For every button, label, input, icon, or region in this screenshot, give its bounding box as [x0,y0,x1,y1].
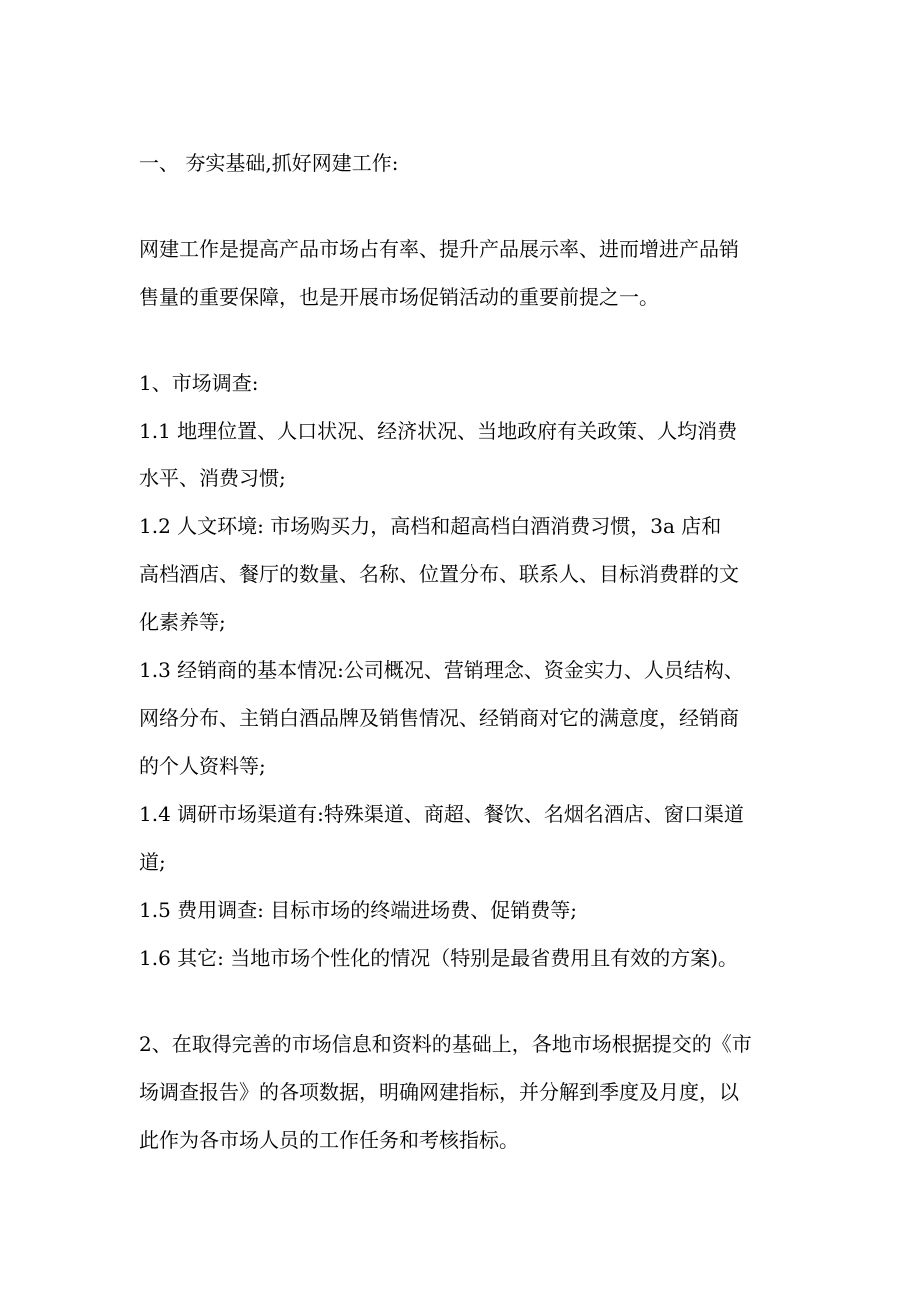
item-1-2-line-2: 高档酒店、餐厅的数量、名称、位置分布、联系人、目标消费群的文 [139,562,739,586]
section2-line-3: 此作为各市场人员的工作任务和考核指标。 [139,1128,519,1152]
section1-title: 1、市场调查: [139,371,259,395]
item-1-2-line-1: 1.2 人文环境: 市场购买力，高档和超高档白酒消费习惯，3a 店和 [139,514,722,538]
section2-line-2: 场调查报告》的各项数据，明确网建指标，并分解到季度及月度，以 [139,1080,739,1104]
item-1-5-line-1: 1.5 费用调查: 目标市场的终端进场费、促销费等; [139,898,577,922]
item-1-3-line-3: 的个人资料等; [139,754,266,778]
item-1-6-line-1: 1.6 其它: 当地市场个性化的情况（特别是最省费用且有效的方案)。 [139,946,739,970]
section2-line-1: 2、在取得完善的市场信息和资料的基础上，各地市场根据提交的《市 [139,1032,752,1056]
item-1-1-line-1: 1.1 地理位置、人口状况、经济状况、当地政府有关政策、人均消费 [139,419,738,443]
item-1-2-line-3: 化素养等; [139,610,226,634]
intro-line-1: 网建工作是提高产品市场占有率、提升产品展示率、进而增进产品销 [139,237,739,261]
item-1-4-line-1: 1.4 调研市场渠道有:特殊渠道、商超、餐饮、名烟名酒店、窗口渠道 [139,802,744,826]
item-1-1-line-2: 水平、消费习惯; [139,466,286,490]
item-1-3-line-1: 1.3 经销商的基本情况:公司概况、营销理念、资金实力、人员结构、 [139,658,744,682]
item-1-3-line-2: 网络分布、主销白酒品牌及销售情况、经销商对它的满意度，经销商 [139,706,739,730]
intro-line-2: 售量的重要保障，也是开展市场促销活动的重要前提之一。 [139,285,659,309]
item-1-4-line-2: 道; [139,850,166,874]
section-heading: 一、 夯实基础,抓好网建工作: [139,151,399,175]
